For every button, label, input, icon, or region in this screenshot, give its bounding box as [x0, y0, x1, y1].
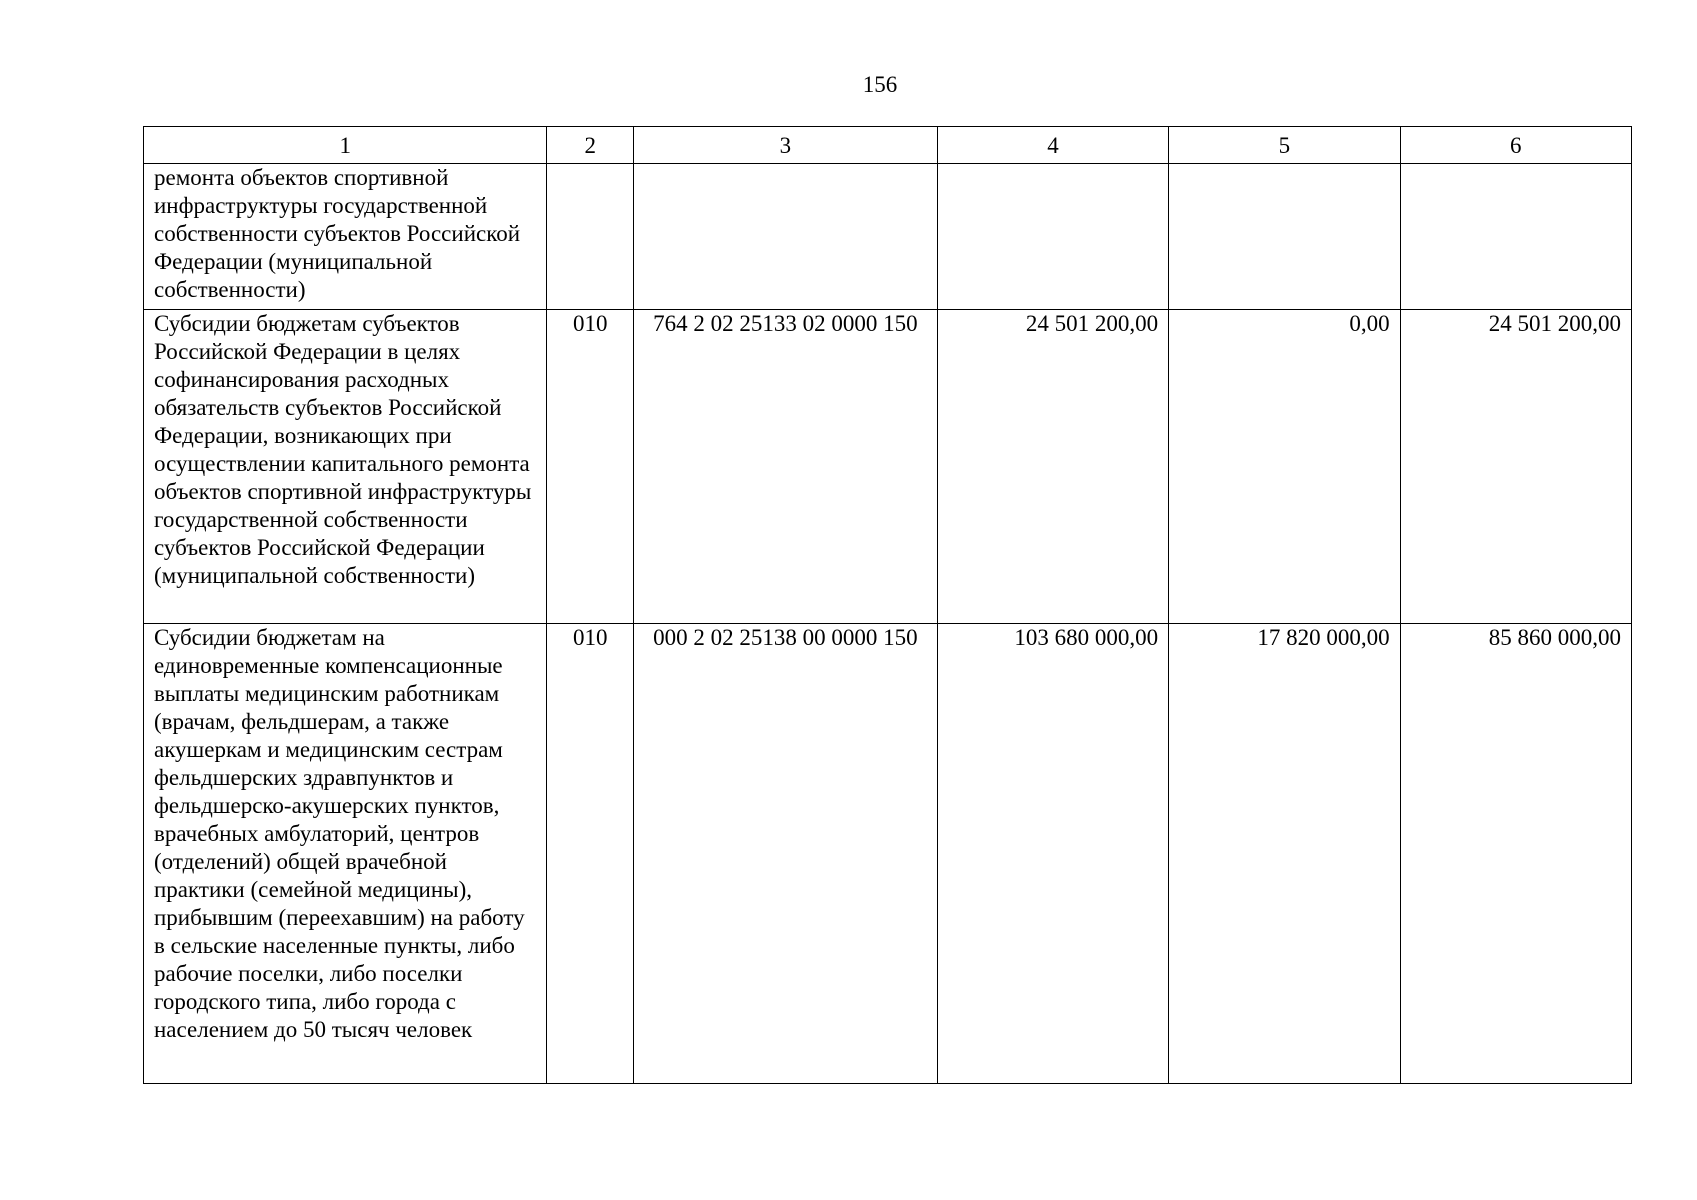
row-name-cell: Субсидии бюджетам субъектов Российской Федерации в целях софинансирования расходных обязательств субъектов Российской Федерации, возникающих при осуществлении капитального ремонта объектов спортивной инфраструктуры государственной собственности субъектов Российской Федерации (муниципальной собственности) — [144, 310, 547, 624]
row-col5-cell: 0,00 — [1169, 310, 1400, 624]
table-row — [144, 164, 1632, 310]
row-kbk-cell: 764 2 02 25133 02 0000 150 — [633, 310, 937, 624]
table-row — [144, 624, 1632, 1084]
row-col5-cell: 17 820 000,00 — [1169, 624, 1400, 1084]
column-header-3: 3 — [633, 127, 937, 164]
row-code-cell: 010 — [547, 310, 634, 624]
row-col6-cell: 85 860 000,00 — [1400, 624, 1631, 1084]
row-code-cell: 010 — [547, 624, 634, 1084]
row-name-cell: Субсидии бюджетам на единовременные компенсационные выплаты медицинским работникам (врачам, фельдшерам, а также акушеркам и медицинским сестрам фельдшерских здравпунктов и фельдшерско-акушерских пунктов, врачебных амбулаторий, центров (отделений) общей врачебной практики (семейной медицины), прибывшим (переехавшим) на работу в сельские населенные пункты, либо рабочие поселки, либо поселки городского типа, либо города с населением до 50 тысяч человек — [144, 624, 547, 1084]
column-header-4: 4 — [937, 127, 1168, 164]
row-kbk-cell: 000 2 02 25138 00 0000 150 — [633, 624, 937, 1084]
row-col4-cell: 103 680 000,00 — [937, 624, 1168, 1084]
column-header-6: 6 — [1400, 127, 1631, 164]
column-header-5: 5 — [1169, 127, 1400, 164]
column-header-1: 1 — [144, 127, 547, 164]
budget-table — [143, 126, 1632, 1084]
page-number: 156 — [862, 72, 898, 97]
row-col4-cell — [937, 164, 1168, 310]
column-header-2: 2 — [547, 127, 634, 164]
row-col6-cell — [1400, 164, 1631, 310]
row-kbk-cell — [633, 164, 937, 310]
row-col4-cell: 24 501 200,00 — [937, 310, 1168, 624]
table-header-row — [144, 127, 1632, 164]
row-name-cell: ремонта объектов спортивной инфраструктуры государственной собственности субъектов Российской Федерации (муниципальной собственности) — [144, 164, 547, 310]
row-col5-cell — [1169, 164, 1400, 310]
table-row — [144, 310, 1632, 624]
row-code-cell — [547, 164, 634, 310]
row-col6-cell: 24 501 200,00 — [1400, 310, 1631, 624]
